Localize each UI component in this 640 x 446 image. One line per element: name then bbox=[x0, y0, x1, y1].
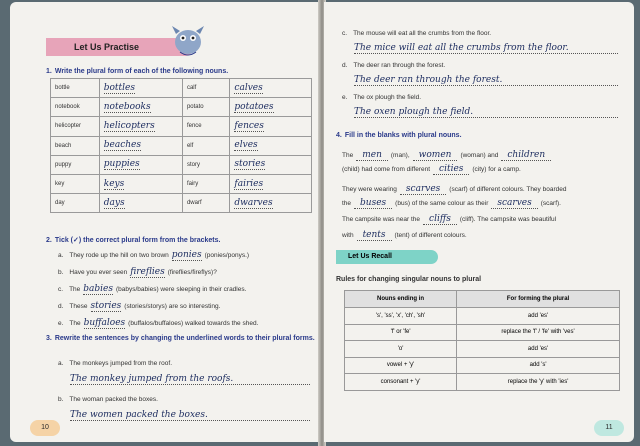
item-letter: a. bbox=[58, 360, 64, 367]
plural-answer-cell bbox=[230, 79, 312, 98]
fill-line bbox=[342, 184, 566, 195]
fill-answer: cities bbox=[433, 164, 469, 175]
plural-answer: puppies bbox=[103, 159, 140, 170]
fill-line bbox=[342, 230, 467, 241]
item-letter: b. bbox=[58, 396, 64, 403]
noun-cell: elf bbox=[182, 136, 229, 155]
fill-answer: men bbox=[356, 150, 388, 161]
plural-answer: bottles bbox=[103, 82, 135, 93]
item-text: The woman packed the boxes. bbox=[69, 396, 158, 403]
plural-answer: dwarves bbox=[234, 197, 273, 208]
noun-cell: story bbox=[182, 155, 229, 174]
rule-plural-cell: add 'es' bbox=[457, 341, 620, 358]
item-post: (babys/babies) were sleeping in their cradles. bbox=[115, 286, 247, 293]
noun-cell: beach bbox=[51, 136, 100, 155]
q2-item bbox=[58, 301, 220, 312]
noun-cell: calf bbox=[182, 79, 229, 98]
plural-answer: fairies bbox=[234, 178, 264, 189]
page-number-right: 11 bbox=[594, 420, 624, 436]
fill-text: (scarf). bbox=[540, 200, 561, 207]
plural-answer-cell bbox=[99, 194, 182, 213]
item-letter: c. bbox=[58, 286, 64, 293]
plural-answer-cell bbox=[230, 174, 312, 193]
q3-answer: The women packed the boxes. bbox=[70, 410, 310, 421]
rule-ending-cell: vowel + 'y' bbox=[345, 357, 457, 374]
fill-text: The bbox=[342, 152, 354, 159]
q2-item bbox=[58, 267, 217, 278]
fill-answer: cliffs bbox=[423, 214, 457, 225]
item-letter: c. bbox=[342, 30, 348, 37]
rule-plural-cell: add 's' bbox=[457, 357, 620, 374]
rewrite-answer: The deer ran through the forest. bbox=[354, 75, 618, 86]
rules-row bbox=[345, 341, 620, 358]
plural-answer-cell bbox=[230, 136, 312, 155]
noun-cell: fence bbox=[182, 117, 229, 136]
plural-answer: calves bbox=[234, 82, 263, 93]
rule-ending-cell: consonant + 'y' bbox=[345, 374, 457, 391]
table-row bbox=[51, 98, 312, 117]
question-4: 4. Fill in the blanks with plural nouns. bbox=[336, 132, 462, 139]
rules-row bbox=[345, 308, 620, 325]
table-row bbox=[51, 117, 312, 136]
fill-text: (woman) and bbox=[460, 152, 499, 159]
fill-text: with bbox=[342, 232, 354, 239]
rules-header-1: Nouns ending in bbox=[345, 291, 457, 308]
rule-ending-cell: 's', 'ss', 'x', 'ch', 'sh' bbox=[345, 308, 457, 325]
item-answer: babies bbox=[83, 284, 113, 294]
fill-text: (city) for a camp. bbox=[472, 166, 521, 173]
item-pre: These bbox=[69, 303, 88, 310]
item-text: The mouse will eat all the crumbs from the floor. bbox=[353, 30, 492, 37]
plural-answer-cell bbox=[230, 194, 312, 213]
plural-answer: days bbox=[103, 197, 125, 208]
item-letter: b. bbox=[58, 269, 64, 276]
item-post: (ponies/ponys.) bbox=[204, 252, 250, 259]
item-pre: The bbox=[69, 286, 81, 293]
q3-item bbox=[58, 360, 172, 367]
q2-item bbox=[58, 318, 258, 329]
item-letter: d. bbox=[342, 62, 348, 69]
noun-cell: key bbox=[51, 174, 100, 193]
left-page bbox=[10, 2, 320, 442]
rules-row bbox=[345, 374, 620, 391]
plural-answer: notebooks bbox=[103, 101, 151, 112]
recall-banner: Let Us Recall bbox=[336, 250, 438, 264]
rules-header-2: For forming the plural bbox=[457, 291, 620, 308]
plural-answer-cell bbox=[99, 79, 182, 98]
noun-cell: day bbox=[51, 194, 100, 213]
fill-text: They were wearing bbox=[342, 186, 397, 193]
q3-answer: The monkey jumped from the roofs. bbox=[70, 374, 310, 385]
table-row bbox=[51, 174, 312, 193]
plural-answer-cell bbox=[99, 155, 182, 174]
rewrite-answer: The mice will eat all the crumbs from the floor. bbox=[354, 43, 618, 54]
item-post: (buffalos/buffaloes) walked towards the shed. bbox=[128, 320, 259, 327]
fill-line bbox=[342, 164, 521, 175]
plural-answer: elves bbox=[234, 140, 258, 151]
item-letter: d. bbox=[58, 303, 64, 310]
item-letter: a. bbox=[58, 252, 64, 259]
item-answer: ponies bbox=[171, 250, 202, 260]
plural-answer: stories bbox=[234, 159, 266, 170]
item-text: The deer ran through the forest. bbox=[353, 62, 446, 69]
item-text: The ox plough the field. bbox=[353, 94, 421, 101]
fill-text: The campsite was near the bbox=[342, 216, 421, 223]
rules-table bbox=[344, 290, 620, 391]
table-row bbox=[51, 136, 312, 155]
fill-line bbox=[342, 198, 561, 209]
item-pre: The bbox=[69, 320, 81, 327]
item-answer: buffaloes bbox=[83, 318, 126, 328]
fill-text: (bus) of the same colour as their bbox=[395, 200, 489, 207]
fill-answer: scarves bbox=[400, 184, 446, 195]
item-pre: Have you ever seen bbox=[69, 269, 128, 276]
rules-row bbox=[345, 324, 620, 341]
noun-cell: notebook bbox=[51, 98, 100, 117]
plural-answer: beaches bbox=[103, 140, 141, 151]
fill-line bbox=[342, 150, 554, 161]
item-text: The monkeys jumped from the roof. bbox=[69, 360, 173, 367]
rewrite-item bbox=[342, 94, 421, 101]
rules-row bbox=[345, 357, 620, 374]
fill-text: (man), bbox=[390, 152, 410, 159]
question-2: 2. Tick (✓) the correct plural form from the brackets. bbox=[46, 237, 221, 244]
noun-cell: fairy bbox=[182, 174, 229, 193]
q3-item bbox=[58, 396, 158, 403]
page-number-left: 10 bbox=[30, 420, 60, 436]
noun-cell: bottle bbox=[51, 79, 100, 98]
plural-answer-cell bbox=[230, 155, 312, 174]
fill-text: the bbox=[342, 200, 352, 207]
mascot-icon bbox=[168, 22, 208, 58]
plural-table bbox=[50, 78, 312, 213]
fill-answer: scarves bbox=[491, 198, 537, 209]
fill-answer: tents bbox=[357, 230, 392, 241]
plural-answer: potatoes bbox=[234, 101, 274, 112]
open-book bbox=[8, 0, 638, 446]
plural-answer-cell bbox=[230, 117, 312, 136]
noun-cell: potato bbox=[182, 98, 229, 117]
item-letter: e. bbox=[58, 320, 64, 327]
plural-answer: helicopters bbox=[103, 120, 155, 131]
fill-line bbox=[342, 214, 556, 225]
rules-title: Rules for changing singular nouns to plural bbox=[336, 276, 482, 283]
item-pre: They rode up the hill on two brown bbox=[69, 252, 169, 259]
item-answer: fireflies bbox=[130, 267, 165, 277]
table-row bbox=[51, 79, 312, 98]
fill-text: (tent) of different colours. bbox=[394, 232, 467, 239]
rewrite-answer: The oxen plough the field. bbox=[354, 107, 618, 118]
table-row bbox=[51, 194, 312, 213]
rule-plural-cell: replace the 'f' / 'fe' with 'ves' bbox=[457, 324, 620, 341]
rule-ending-cell: 'f' or 'fe' bbox=[345, 324, 457, 341]
plural-answer: keys bbox=[103, 178, 125, 189]
item-post: (stories/storys) are so interesting. bbox=[124, 303, 221, 310]
plural-answer-cell bbox=[99, 136, 182, 155]
table-row bbox=[51, 155, 312, 174]
noun-cell: dwarf bbox=[182, 194, 229, 213]
rule-plural-cell: add 'es' bbox=[457, 308, 620, 325]
plural-answer-cell bbox=[230, 98, 312, 117]
plural-answer-cell bbox=[99, 117, 182, 136]
q2-item bbox=[58, 250, 249, 261]
fill-text: (scarf) of different colours. They boarded bbox=[449, 186, 567, 193]
plural-answer: fences bbox=[234, 120, 264, 131]
q2-item bbox=[58, 284, 246, 295]
plural-answer-cell bbox=[99, 174, 182, 193]
noun-cell: puppy bbox=[51, 155, 100, 174]
rewrite-item bbox=[342, 30, 491, 37]
noun-cell: helicopter bbox=[51, 117, 100, 136]
item-answer: stories bbox=[90, 301, 122, 311]
fill-text: (cliff). The campsite was beautiful bbox=[459, 216, 557, 223]
item-letter: e. bbox=[342, 94, 348, 101]
fill-answer: women bbox=[413, 150, 458, 161]
practise-banner: Let Us Practise bbox=[46, 38, 194, 56]
rewrite-item bbox=[342, 62, 445, 69]
fill-text: (child) had come from different bbox=[342, 166, 431, 173]
rule-plural-cell: replace the 'y' with 'ies' bbox=[457, 374, 620, 391]
plural-answer-cell bbox=[99, 98, 182, 117]
question-1: 1. Write the plural form of each of the following nouns. bbox=[46, 68, 229, 75]
fill-answer: children bbox=[501, 150, 551, 161]
question-3: 3. Rewrite the sentences by changing the underlined words to their plural forms. bbox=[46, 335, 315, 342]
fill-answer: buses bbox=[354, 198, 392, 209]
rule-ending-cell: 'o' bbox=[345, 341, 457, 358]
item-post: (fireflies/fireflys)? bbox=[167, 269, 217, 276]
